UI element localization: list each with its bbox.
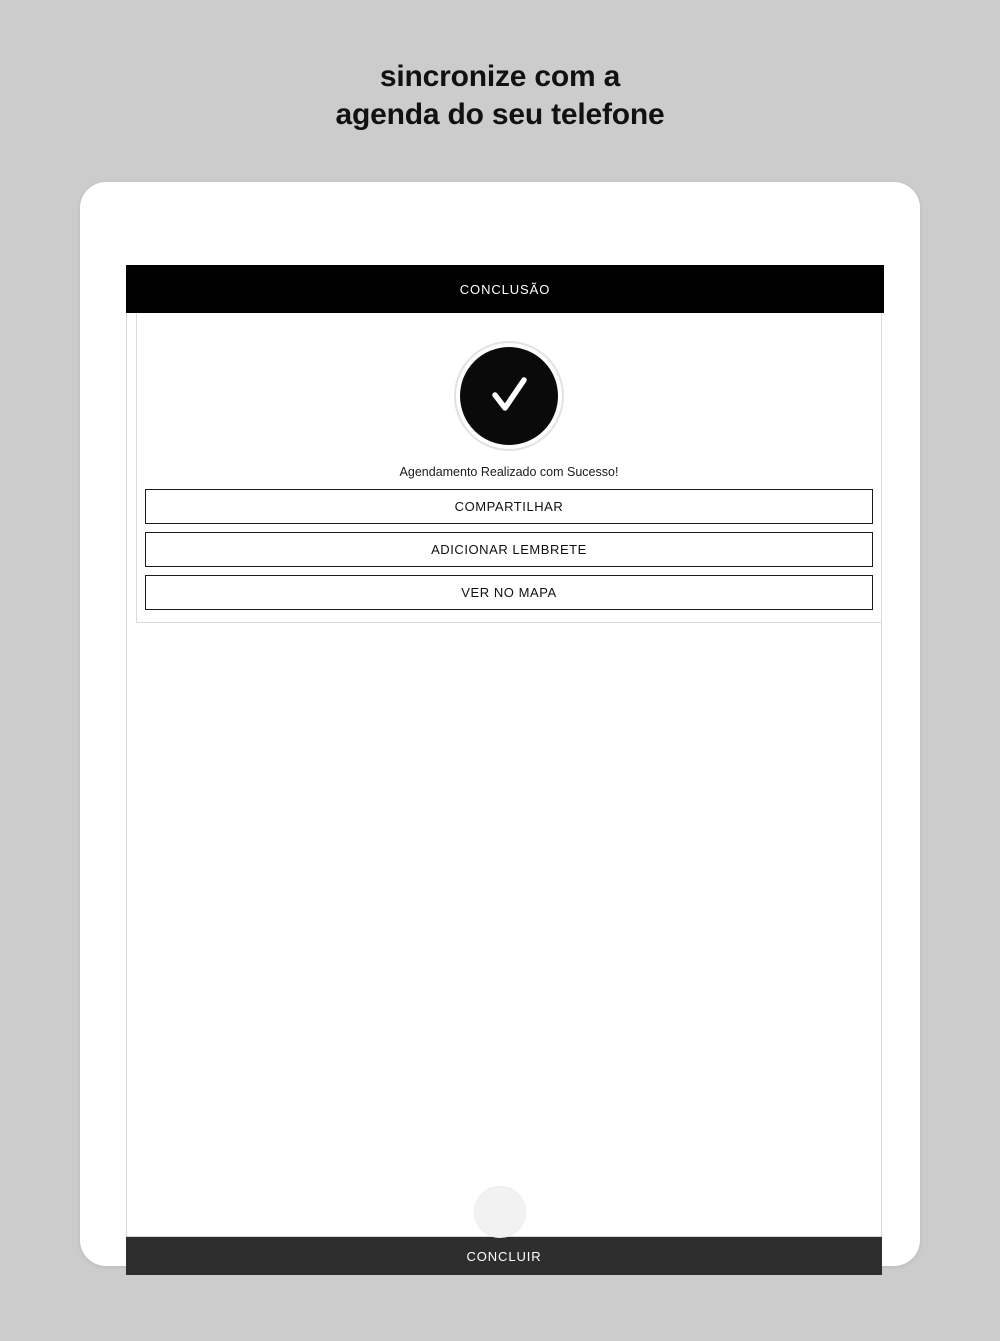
conclude-button-label: CONCLUIR — [466, 1248, 542, 1264]
content-area — [126, 313, 882, 1237]
success-icon-ring — [454, 341, 564, 451]
app-bar-title: CONCLUSÃO — [459, 281, 551, 297]
conclude-button[interactable] — [126, 1237, 882, 1275]
page-title-line-1: sincronize com a — [379, 60, 621, 93]
app-bar — [126, 265, 884, 313]
success-message: Agendamento Realizado com Sucesso! — [399, 465, 619, 479]
share-button[interactable]: COMPARTILHAR — [145, 489, 873, 524]
add-reminder-button[interactable]: ADICIONAR LEMBRETE — [145, 532, 873, 567]
success-icon-wrapper — [145, 341, 873, 451]
check-icon — [460, 347, 558, 445]
page-title-line-2: agenda do seu telefone — [335, 98, 665, 131]
view-on-map-button[interactable]: VER NO MAPA — [145, 575, 873, 610]
home-button[interactable] — [474, 1186, 526, 1238]
page-title — [0, 58, 1000, 134]
tablet-device-frame — [80, 182, 920, 1266]
device-screen — [126, 265, 884, 1341]
conclusion-card — [136, 313, 882, 623]
